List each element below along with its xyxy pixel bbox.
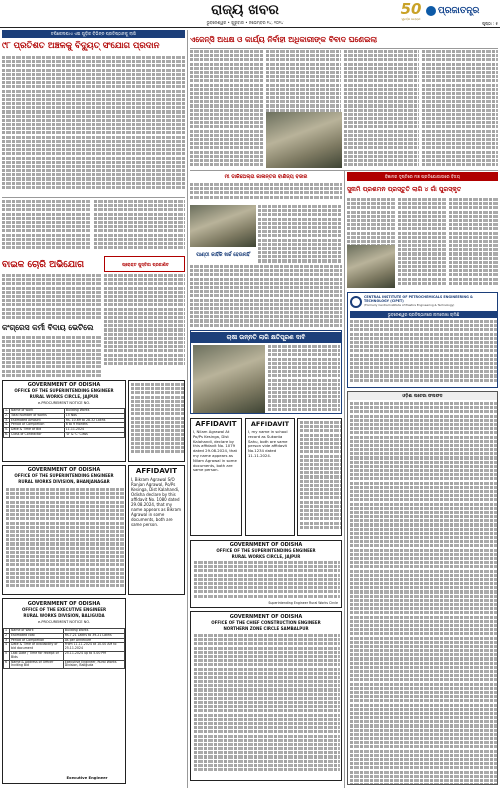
table-cell-no: 2 (4, 633, 10, 638)
cipet-notice: ଭୁବନେଶ୍ୱର ପ୍ରତିଷ୍ଠାନରେ ନାମଲେଖା ଚାଲିଛି (350, 311, 497, 318)
date-line: ଭୁବନେଶ୍ୱର • ଗୁରୁବାର • ନଭେମ୍ବର ୧୪, ୨୦୨୪ (206, 20, 284, 25)
table-cell-k: Name of work (10, 409, 65, 414)
table-cell-v: Rs.7.21 Lakhs to 39.21 Lakhs (63, 633, 124, 638)
ad-office: OFFICE OF THE SUPERINTENDING ENGINEER (216, 548, 316, 553)
ad-division: RURAL WORKS DIVISION, BALIGUDA (23, 613, 105, 618)
brand-logo (426, 5, 496, 18)
ad-office: OFFICE OF THE SUPERINTENDING ENGINEER (14, 473, 114, 478)
center-strip-body (190, 183, 342, 203)
table-row (4, 660, 125, 669)
table-cell-v: Executive Engineer, Rural Works Division, Baliguda (63, 660, 124, 669)
tsunami-body-b (398, 198, 446, 288)
tsunami-body-c (449, 198, 498, 288)
cipet-logo-icon (350, 296, 362, 308)
divider (190, 48, 498, 49)
tender-table (3, 408, 125, 438)
top-story-photo (266, 112, 342, 168)
table-cell-no: 4. (5, 422, 9, 427)
story-kicker: ଟପିକେଲପାଏ ଏଇ ଗୁଡ଼ିକ ବିଭିନ୍ନ ପ୍ରତିଷ୍ଠାନକୁ ଲାଗି (2, 30, 185, 38)
table-cell-v: Building Works (63, 629, 124, 634)
ad-signature: Superintending Engineer Rural Works Circle (268, 601, 338, 605)
tender-ad-bhanjanagar (2, 465, 126, 595)
table-cell-v: 6 to 9 Months (64, 423, 124, 428)
tender-ad-baliguda (2, 598, 126, 784)
ad-signature: Executive Engineer (66, 775, 108, 780)
left-mid-body-b (94, 200, 185, 252)
dharitri-photo (193, 345, 265, 413)
table-cell-no: 3. (5, 417, 9, 422)
ad-office: OFFICE OF THE CHIEF CONSTRUCTION ENGINEER (211, 620, 321, 625)
ad-body (194, 561, 340, 599)
ad-circle: NORTHERN ZONE CIRCLE SAMBALPUR (223, 626, 309, 631)
table-cell-k: Total Number of works (10, 413, 65, 418)
column-rule (344, 170, 345, 788)
ad-govt-title: GOVERNMENT OF ODISHA (229, 614, 303, 620)
center-body-a (258, 205, 342, 263)
affidavit-text: I, Nilam Agrawal At Po/Ps Kesinga, Dist Kalahandi, declare by this affidavit No. 1079 dated 29.08.2024, that my name appears as Nilam Agrawal in some documents, both are same person. (193, 429, 238, 473)
dharitri-box (190, 330, 342, 414)
affidavit-title: AFFIDAVIT (195, 420, 237, 428)
table-row (4, 432, 125, 437)
affidavit-text: I, Bikram Agrawal S/O Ranjan Agrawal, Po/Ps Kesinga, Dist Kalahandi, Odisha declare by this affidavit No. 1080 dated 29.08.2024, that my name appears as Bikram Agrawal in some documents, both are same person. (131, 477, 182, 527)
side-notice (128, 380, 185, 462)
results-box (347, 391, 498, 785)
baliguda-table (3, 628, 125, 669)
table-cell-no: 6 (4, 660, 10, 669)
table-cell-k: Date & Time of availability of bid document (10, 643, 64, 652)
right-kicker: ବିଜ୍ଞାନର ଦୃଷ୍ଟିରେ ମଞ୍ଚ ପ୍ରତିଯୋଗୀତାରେ ବିଜୟ (347, 172, 498, 181)
bike-body (2, 274, 102, 322)
ad-office: OFFICE OF THE SUPERINTENDING ENGINEER (14, 388, 114, 393)
masthead-rule (0, 27, 500, 28)
table-cell-no: 3 (4, 638, 10, 643)
table-cell-k: Last Date / Time for receipt of Bids (10, 651, 64, 660)
ad-govt-title: GOVERNMENT OF ODISHA (27, 601, 101, 607)
table-cell-no: 5 (4, 651, 10, 660)
ad-notice-no: e-PROCUREMENT NOTICE NO. (37, 401, 91, 405)
cipet-body (350, 320, 497, 386)
section-title: ରାଜ୍ୟ ଖବର (211, 2, 279, 18)
page-number: ପୃଷ୍ଠା : ୫ (482, 21, 498, 26)
table-cell-v: As per Annexure (63, 638, 124, 643)
table-cell-no: 5. (5, 427, 9, 432)
center-photo-caption: ପାଣ୍ଠୀ କାହିଁକି ଖର୍ଚ୍ଚ ହେଉନାହିଁ (196, 252, 250, 258)
anniversary-sub: ସୁବର୍ଣ୍ଣ ଜୟନ୍ତୀ (401, 17, 421, 21)
divider (2, 197, 185, 198)
cipet-sub: (Formerly Central Institute of Plastics Engineering & Technology) (364, 303, 455, 307)
side-notice-body (131, 383, 184, 461)
brand-name: ପ୍ରଜାତନ୍ତ୍ର (438, 6, 480, 16)
table-cell-v: 'D' & 'C' Class (64, 432, 124, 437)
affidavit-title: AFFIDAVIT (135, 467, 178, 475)
table-cell-k: Class of Contractor (10, 432, 65, 437)
top-right-body-col4 (422, 50, 498, 168)
table-cell-no: 6. (5, 431, 9, 436)
ad-govt-title: GOVERNMENT OF ODISHA (27, 382, 101, 388)
top-right-headline: ଏଜେନ୍‌ସି ଅଧକ୍ଷ ଓ କାର୍ଯ୍ୟ ନିର୍ବାହୀ ଅଧିକାରୀଙ୍କ ବିବାଦ ଘଣେଇଲା (190, 35, 378, 44)
dharitri-headline: ଚାଷୀ ଉନ୍ନତି ଲାଗି କ୍ଷତିପୂରଣ ଦାବି (191, 332, 341, 343)
ad-govt-title: GOVERNMENT OF ODISHA (229, 542, 303, 548)
table-row (4, 651, 125, 660)
table-cell-k: Period of Completion (10, 423, 65, 428)
table-cell-v: 25.11.2024 up to 5.00 PM (63, 651, 124, 660)
left-mid-body-a (2, 200, 90, 252)
tender-ad-jajpur (2, 380, 126, 462)
table-cell-v: Building Works (64, 409, 124, 414)
story-headline: ୯୮ ପ୍ରତିଶତ ଅଞ୍ଚଳକୁ ବିଦ୍ୟୁତ୍ ସଂଯୋଗ ପ୍ରଦାନ (2, 41, 160, 51)
tsunami-headline: ସୁନାମି ପ୍ରଶମନ ପ୍ରସ୍ତୁତି ଲାଗି ୪ ଗାଁ ପୁରସ୍କୃତ (347, 186, 462, 193)
cipet-ad (347, 292, 498, 388)
ad-notice-no: e-PROCUREMENT NOTICE NO. (37, 620, 91, 624)
top-right-body-col3 (344, 50, 419, 168)
tender-ad-rw-circle (190, 540, 342, 608)
ad-division: RURAL WORKS DIVISION, BHANJANAGAR (18, 479, 110, 484)
bike-headline: ବାଇକ ଚୋରି ଅଭିଯୋଗ (2, 260, 85, 270)
ad-office: OFFICE OF THE EXECUTIVE ENGINEER (21, 607, 107, 612)
center-photo-box (190, 205, 256, 263)
affidavit-text: I, my name in school record as Sukanta Sahu, both are same person vide affidavit No.1234 dated 11.11.2024. (248, 429, 288, 458)
table-cell-k: Estimated cost (10, 633, 64, 638)
anniversary-badge (398, 1, 424, 23)
tsunami-photo (347, 245, 395, 288)
ad-body (194, 634, 340, 778)
congress-body (2, 336, 102, 378)
results-body (350, 402, 497, 784)
tender-ad-ce (190, 611, 342, 781)
results-title: ଓଡ଼ିଶା ଲଟେରୀ ଫଳାଫଳ (348, 392, 497, 400)
affidavit-3 (245, 418, 295, 536)
congress-headline: କଂଗ୍ରେସ କର୍ମୀ ବିଦାୟ ଭେଟିଲେ (2, 323, 94, 332)
table-cell-k: Period of Completion (10, 638, 64, 643)
ad-body (6, 488, 124, 592)
table-cell-v: Rs. 10.69 to 28.32 Lakhs (64, 418, 124, 423)
ad-circle: RURAL WORKS CIRCLE, JAJPUR (29, 394, 99, 399)
table-cell-v: 15 Nos (64, 413, 124, 418)
table-cell-k: Name of Work (10, 629, 64, 634)
column-rule (187, 30, 188, 788)
table-cell-no: 2. (5, 412, 9, 417)
table-cell-k: Name & Address of Officer Inviting Bid (10, 660, 64, 669)
small-notice-body (300, 421, 341, 535)
center-body-b (190, 265, 342, 329)
top-left-story (2, 30, 185, 195)
table-cell-v: From 11.11.2024 at 10.00 AM to 25.11.2024 (63, 643, 124, 652)
affidavit-1 (128, 465, 185, 595)
affidavit-2 (190, 418, 242, 536)
side-box-body (104, 274, 185, 370)
table-cell-k: Date & Time of Bid (10, 428, 65, 433)
table-cell-no: 4 (4, 643, 10, 652)
cipet-title: CENTRAL INSTITUTE OF PETROCHEMICALS ENGINEERING & TECHNOLOGY (CIPET) (364, 295, 473, 303)
anniversary-number: 50 (400, 1, 422, 17)
table-cell-no: 1 (4, 629, 10, 634)
ad-circle: RURAL WORKS CIRCLE, JAJPUR (231, 554, 301, 559)
table-cell-k: Estimated Amount (10, 418, 65, 423)
top-right-body-col1 (190, 50, 263, 168)
brand-emblem-icon (426, 6, 436, 16)
side-box (104, 256, 185, 272)
masthead (0, 0, 500, 28)
table-cell-v: 11.11.2024 (64, 428, 124, 433)
center-strip-headline: ମୀ ଡାକିଅେଲ୍ତା କାଳାନ୍ତର ବାଣିଜ୍ୟ ବଜାର (224, 174, 308, 180)
dharitri-body (268, 345, 340, 413)
small-notice (297, 418, 342, 536)
ad-govt-title: GOVERNMENT OF ODISHA (27, 467, 101, 473)
side-box-label: ପ୍ରୋକ୍ଟ ପୁସ୍ତିକା ପ୍ରକାଶିତ (122, 262, 169, 267)
table-cell-no: 1. (5, 408, 9, 412)
center-photo (190, 205, 256, 247)
story-body (2, 56, 185, 194)
affidavit-title: AFFIDAVIT (250, 420, 290, 428)
